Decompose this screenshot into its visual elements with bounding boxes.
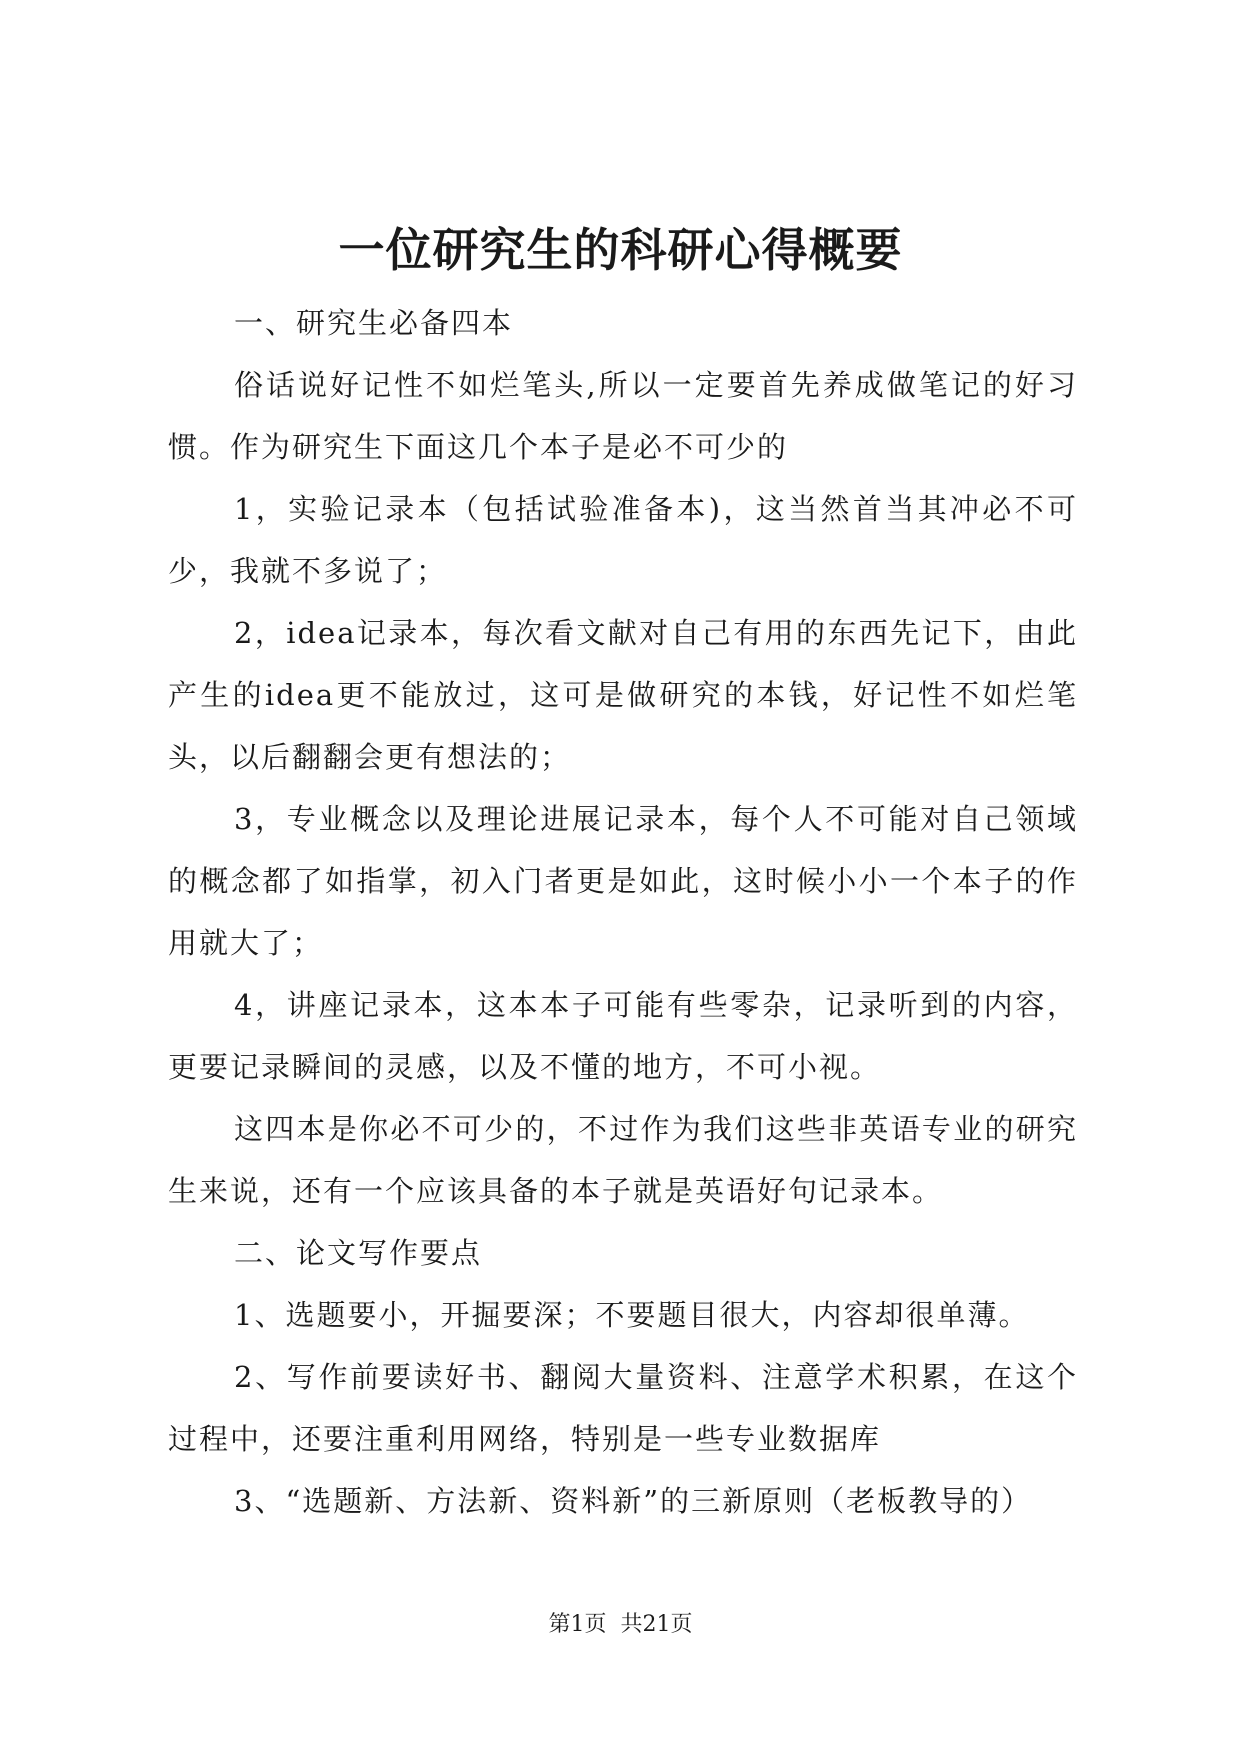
paragraph-item-1: 1，实验记录本（包括试验准备本)，这当然首当其冲必不可少，我就不多说了； bbox=[168, 492, 1078, 588]
paragraph-point-1: 1、选题要小，开掘要深；不要题目很大，内容却很单薄。 bbox=[234, 1298, 1030, 1332]
paragraph-point-3: 3、“选题新、方法新、资料新”的三新原则（老板教导的） bbox=[234, 1484, 1033, 1518]
paragraph-point-2: 2、写作前要读好书、翻阅大量资料、注意学术积累，在这个过程中，还要注重利用网络，特别是一些专业数据库 bbox=[168, 1360, 1078, 1456]
paragraph-summary: 这四本是你必不可少的，不过作为我们这些非英语专业的研究生来说，还有一个应该具备的本子就是英语好句记录本。 bbox=[168, 1112, 1078, 1208]
paragraph-item-3: 3，专业概念以及理论进展记录本，每个人不可能对自己领域的概念都了如指掌，初入门者更是如此，这时候小小一个本子的作用就大了； bbox=[168, 802, 1078, 960]
section-heading-1: 一、研究生必备四本 bbox=[234, 306, 514, 340]
document-body bbox=[168, 292, 1078, 1532]
paragraph-item-2: 2，idea记录本，每次看文献对自己有用的东西先记下，由此产生的idea更不能放过，这可是做研究的本钱，好记性不如烂笔头，以后翻翻会更有想法的； bbox=[168, 616, 1078, 774]
page-footer bbox=[0, 1610, 1241, 1640]
page-total: 共21页 bbox=[620, 1612, 693, 1637]
section-heading-2: 二、论文写作要点 bbox=[234, 1236, 483, 1270]
document-title: 一位研究生的科研心得概要 bbox=[338, 223, 903, 277]
paragraph-intro: 俗话说好记性不如烂笔头,所以一定要首先养成做笔记的好习惯。作为研究生下面这几个本子是必不可少的 bbox=[168, 368, 1078, 464]
page-number: 第1页 bbox=[548, 1612, 607, 1637]
paragraph-item-4: 4，讲座记录本，这本本子可能有些零杂，记录听到的内容，更要记录瞬间的灵感，以及不懂的地方，不可小视。 bbox=[168, 988, 1078, 1084]
